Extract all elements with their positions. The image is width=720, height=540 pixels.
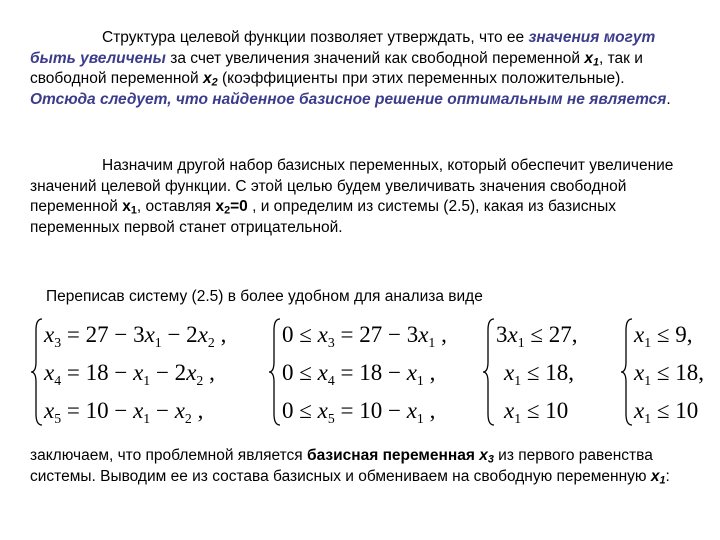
inequality-row: $x_1 \le 10$	[504, 398, 569, 426]
var-x1: $x_1$	[650, 467, 666, 487]
text: Структура целевой функции позволяет утверждать, что ее	[102, 29, 529, 46]
inequality-row: $0 \le x_3 = 27 - 3x_1$ ,	[282, 322, 447, 350]
equation-row: $x_4 = 18 - x_1 - 2x_2$ ,	[44, 360, 215, 388]
text: (коэффициенты при этих переменных положительные).	[217, 70, 625, 87]
text: .	[666, 90, 671, 108]
var-x2-eq: $x_2=0$	[215, 198, 248, 217]
text: , и определим из системы (2.5), какая из базисных переменных первой станет отрицательной.	[30, 198, 616, 236]
inequality-row: $0 \le x_4 = 18 - x_1$ ,	[282, 360, 436, 388]
left-brace-icon	[268, 316, 282, 428]
left-brace-icon	[620, 316, 634, 428]
var-x1: $x_1$	[584, 49, 599, 69]
inequality-row: $3x_1 \le 27$,	[496, 322, 578, 350]
text: :	[665, 467, 670, 485]
highlight-text: Отсюда следует, что найденное базисное решение оптимальным не является	[30, 90, 667, 108]
var-x2: $x_2$	[203, 70, 218, 89]
highlight-text: значения могут быть увеличены	[30, 29, 656, 67]
paragraph-conclusion	[30, 446, 690, 487]
text: за счет увеличения значений как свободной переменной	[165, 49, 585, 67]
inequality-row: $x_1 \le 18$,	[634, 360, 704, 388]
text: заключаем, что проблемной является	[30, 447, 307, 464]
paragraph-new-basis	[30, 156, 690, 238]
text: Назначим другой набор базисных переменных, который обеспечит увеличение значений целевой функции. С этой целью будем увеличивать значения свободной переменной	[30, 157, 674, 215]
paragraph-rewrite-system: Переписав систему (2.5) в более удобном для анализа виде	[46, 288, 483, 305]
bold-text: базисная переменная	[307, 447, 480, 464]
text: , оставляя	[136, 198, 216, 215]
inequality-row: $x_1 \le 18$,	[504, 360, 574, 388]
equation-system-2	[268, 316, 478, 428]
equation-row: $x_5 = 10 - x_1 - x_2$ ,	[44, 398, 204, 426]
inequality-row: $x_1 \le 10$	[634, 398, 699, 426]
equation-system-1	[30, 316, 270, 428]
text: , так и свободной переменной	[30, 49, 643, 87]
inequality-system-3	[482, 316, 607, 428]
inequality-system-4	[620, 316, 716, 428]
left-brace-icon	[482, 316, 496, 428]
inequality-row: $x_1 \le 9$,	[634, 322, 693, 350]
var-x3: $x_3$	[479, 447, 494, 466]
left-brace-icon	[30, 316, 44, 428]
var-x1: $x_1$	[122, 198, 137, 217]
text: из первого равенства системы. Выводим ее из состава базисных и обмениваем на свободную переменную	[30, 447, 653, 485]
paragraph-objective-structure	[30, 28, 690, 110]
inequality-row: $0 \le x_5 = 10 - x_1$ ,	[282, 398, 436, 426]
equation-row: $x_3 = 27 - 3x_1 - 2x_2$ ,	[44, 322, 227, 350]
